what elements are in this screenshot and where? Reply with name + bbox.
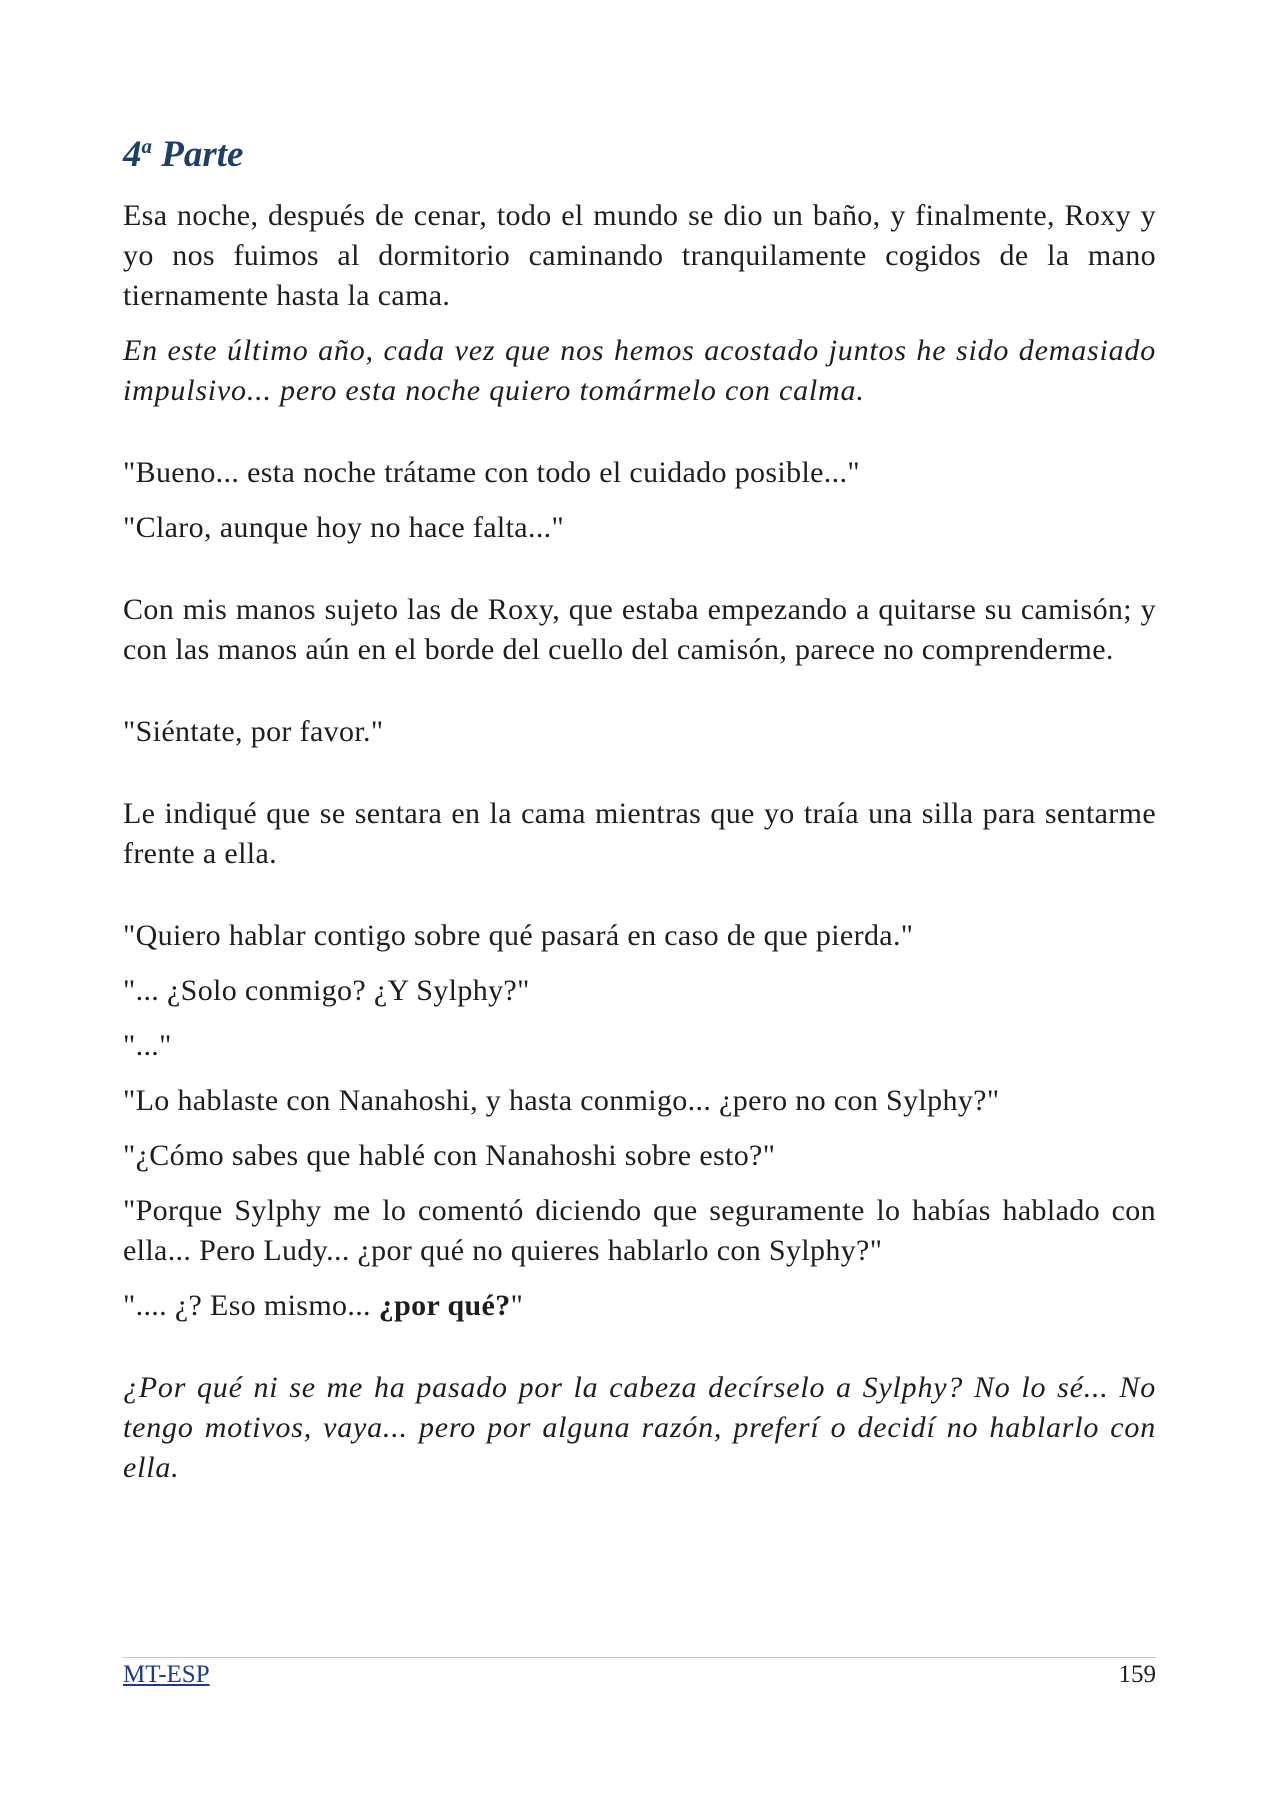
dialogue-line: "Lo hablaste con Nanahoshi, y hasta conmigo... ¿pero no con Sylphy?" [123,1084,1000,1117]
dialogue-prefix: ".... ¿? Eso mismo... [123,1289,379,1322]
dialogue-line: "Siéntate, por favor." [123,715,384,748]
thought-paragraph: En este último año, cada vez que nos hemos acostado juntos he sido demasiado impulsivo... pero esta noche quiero tomármelo con calma. [123,334,1156,407]
page-number: 159 [1118,1661,1156,1688]
heading-ordinal: a [141,134,152,158]
heading-number: 4 [123,134,142,175]
footer-link[interactable]: MT-ESP [123,1661,210,1688]
emphasis-text: ¿por qué? [378,1289,511,1322]
dialogue-line: "Quiero hablar contigo sobre qué pasará en caso de que pierda." [123,919,914,952]
heading-label: Parte [161,134,244,175]
footer-divider [123,1657,1156,1658]
dialogue-line [123,1286,1156,1326]
paragraph: Le indiqué que se sentara en la cama mientras que yo traía una silla para sentarme frente a ella. [123,797,1156,870]
paragraph: Esa noche, después de cenar, todo el mundo se dio un baño, y finalmente, Roxy y yo nos fuimos al dormitorio caminando tranquilamente cogidos de la mano tiernamente hasta la cama. [123,199,1156,312]
page-content [123,118,1156,1488]
dialogue-line: "Bueno... esta noche trátame con todo el cuidado posible..." [123,456,860,489]
dialogue-line: "Claro, aunque hoy no hace falta..." [123,511,565,544]
paragraph: Con mis manos sujeto las de Roxy, que estaba empezando a quitarse su camisón; y con las manos aún en el borde del cuello del camisón, parece no comprenderme. [123,593,1156,666]
dialogue-line: "... ¿Solo conmigo? ¿Y Sylphy?" [123,974,530,1007]
section-heading [123,118,1156,174]
dialogue-line: "Porque Sylphy me lo comentó diciendo que seguramente lo habías hablado con ella... Pero Ludy... ¿por qué no quieres hablarlo con Sylphy?" [123,1194,1156,1267]
dialogue-line: "..." [123,1029,172,1062]
dialogue-suffix: " [510,1289,524,1322]
dialogue-line: "¿Cómo sabes que hablé con Nanahoshi sobre esto?" [123,1139,776,1172]
thought-paragraph: ¿Por qué ni se me ha pasado por la cabeza decírselo a Sylphy? No lo sé... No tengo motivos, vaya... pero por alguna razón, preferí o decidí no hablarlo con ella. [123,1371,1156,1484]
